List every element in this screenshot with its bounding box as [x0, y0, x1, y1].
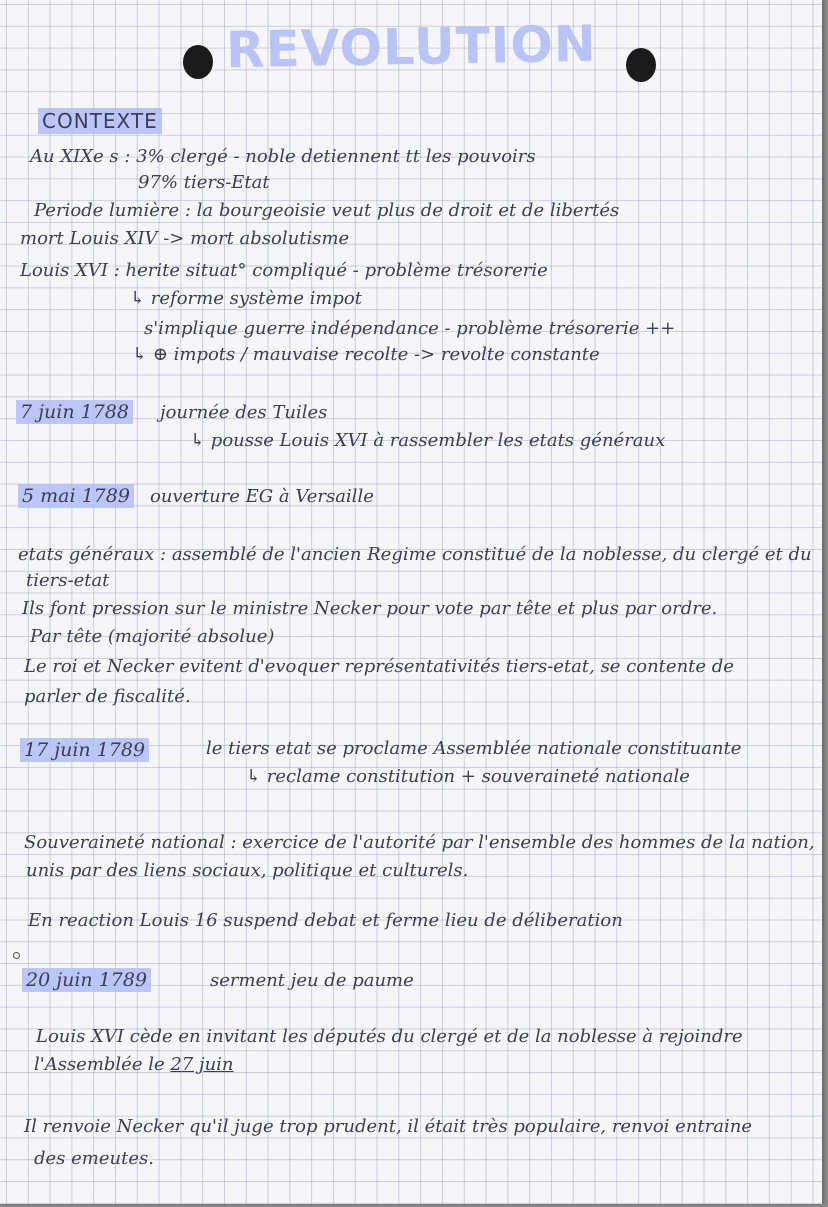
contexte-line: ↳ reforme système impot	[130, 288, 362, 309]
event-text: journée des Tuiles	[160, 402, 328, 423]
final-line: Louis XVI cède en invitant les députés du clergé et de la noblesse à rejoindre	[36, 1026, 743, 1047]
event-text: ↳ reclame constitution + souveraineté nationale	[246, 766, 690, 787]
reaction-line: En reaction Louis 16 suspend debat et ferme lieu de déliberation	[28, 910, 623, 931]
page-title: REVOLUTION	[225, 14, 598, 80]
etats-generaux-line: parler de fiscalité.	[24, 686, 191, 707]
etats-generaux-line: tiers-etat	[26, 570, 110, 591]
contexte-line: Louis XVI : herite situat° compliqué - problème trésorerie	[20, 260, 548, 281]
event-date: 7 juin 1788	[16, 400, 133, 424]
event-text: le tiers etat se proclame Assemblée nationale constituante	[206, 738, 742, 759]
bullet-mark	[13, 952, 20, 959]
event-date: 20 juin 1789	[22, 968, 151, 992]
contexte-line: Au XIXe s : 3% clergé - noble detiennent tt les pouvoirs	[30, 146, 536, 167]
event-date: 17 juin 1789	[20, 738, 149, 762]
binder-hole-right	[626, 48, 656, 82]
event-text: serment jeu de paume	[210, 970, 414, 991]
final-line	[34, 1054, 234, 1076]
contexte-line: 97% tiers-Etat	[138, 172, 270, 193]
final-line: Il renvoie Necker qu'il juge trop prudent, il était très populaire, renvoi entraine	[24, 1116, 752, 1137]
etats-generaux-line: etats généraux : assemblé de l'ancien Regime constitué de la noblesse, du clergé et du	[18, 544, 812, 565]
souverainete-line: unis par des liens sociaux, politique et culturels.	[26, 860, 469, 881]
binder-hole-left	[183, 45, 213, 79]
contexte-line: ↳ ⊕ impots / mauvaise recolte -> revolte constante	[132, 344, 600, 365]
final-line-date: 27 juin	[170, 1054, 234, 1075]
etats-generaux-line: Par tête (majorité absolue)	[30, 626, 275, 647]
contexte-line: s'implique guerre indépendance - problème trésorerie ++	[144, 318, 676, 339]
contexte-line: Periode lumière : la bourgeoisie veut plus de droit et de libertés	[34, 200, 620, 221]
section-heading-contexte: CONTEXTE	[38, 108, 162, 134]
souverainete-line: Souveraineté national : exercice de l'autorité par l'ensemble des hommes de la nation,	[24, 832, 815, 853]
event-text: ouverture EG à Versaille	[150, 486, 374, 507]
final-line: des emeutes.	[34, 1148, 154, 1169]
event-text: ↳ pousse Louis XVI à rassembler les etats généraux	[190, 430, 666, 451]
etats-generaux-line: Le roi et Necker evitent d'evoquer représentativités tiers-etat, se contente de	[24, 656, 734, 677]
etats-generaux-line: Ils font pression sur le ministre Necker pour vote par tête et plus par ordre.	[22, 598, 718, 619]
event-date: 5 mai 1789	[18, 484, 134, 508]
contexte-line: mort Louis XIV -> mort absolutisme	[20, 228, 350, 249]
final-line-prefix: l'Assemblée le	[34, 1054, 165, 1075]
